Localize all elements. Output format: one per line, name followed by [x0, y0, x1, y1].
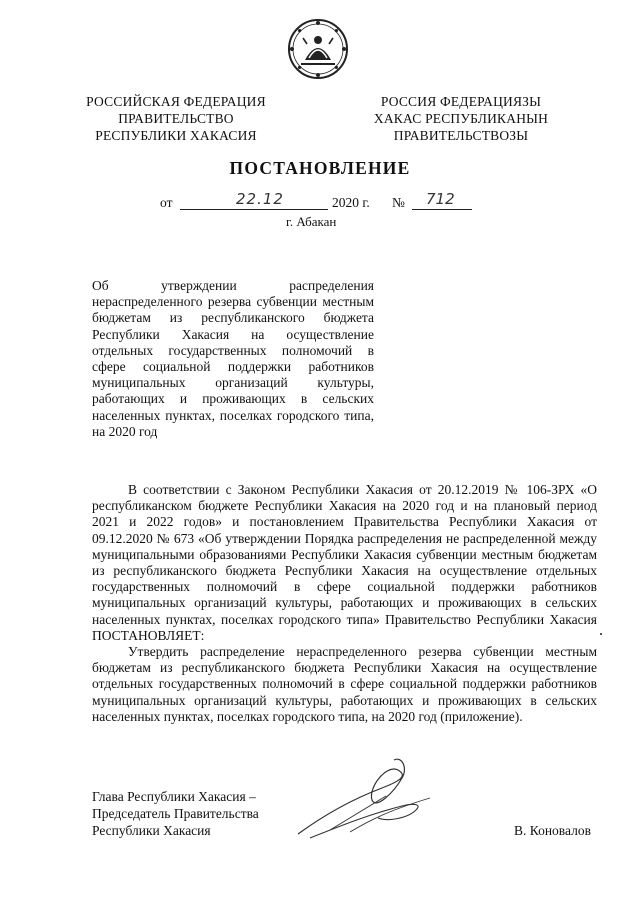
body-paragraph-resolution: Утвердить распределение нераспределенного резерва субвенции местным бюджетам из республиканского бюджета Республики Хакасия на осуществление отдельных государственных полномочий в сфере социальной поддержки работников муниципальных организаций культуры, работающих и проживающих в сельских населенных пунктах, поселках городского типа, на 2020 год (приложение). — [92, 644, 597, 724]
number-value: 712 — [426, 190, 455, 208]
signatory-name: В. Коновалов — [514, 823, 591, 838]
number-underline — [412, 209, 472, 210]
date-underline — [180, 209, 328, 210]
document-title: ПОСТАНОВЛЕНИЕ — [229, 158, 411, 178]
header-right-line: РОССИЯ ФЕДЕРАЦИЯЗЫ — [380, 94, 542, 109]
signatory-position-line: Председатель Правительства — [92, 805, 259, 821]
handwritten-signature-icon — [290, 748, 440, 848]
document-subject: Об утверждении распределения нераспределенного резерва субвенции местным бюджетам из республиканского бюджета Республики Хакасия на осуществление отдельных государственных полномочий в сфере социальной поддержки работников муниципальных организаций культуры, работающих и проживающих в сельских населенных пунктах, поселках городского типа, на 2020 год — [92, 278, 374, 439]
year-label: 2020 г. — [332, 195, 370, 210]
header-left-line: РОССИЙСКАЯ ФЕДЕРАЦИЯ — [86, 94, 266, 109]
signatory-position-line: Республики Хакасия — [92, 822, 211, 838]
city-label: г. Абакан — [286, 214, 337, 229]
document-body — [92, 482, 597, 725]
signatory-position-line: Глава Республики Хакасия – — [92, 789, 256, 804]
number-sign: № — [392, 195, 405, 210]
header-left — [86, 93, 266, 144]
coat-of-arms-icon — [287, 18, 349, 80]
header-right — [366, 93, 556, 144]
margin-dot — [600, 633, 602, 635]
date-number-row — [160, 190, 480, 215]
signatory-position — [92, 789, 259, 839]
header-left-line: РЕСПУБЛИКИ ХАКАСИЯ — [95, 128, 257, 143]
date-value: 22.12 — [236, 190, 284, 208]
header-right-line: ХАКАС РЕСПУБЛИКАНЫН — [373, 111, 549, 126]
header-left-line: ПРАВИТЕЛЬСТВО — [118, 111, 234, 126]
header-right-line: ПРАВИТЕЛЬСТВОЗЫ — [393, 128, 529, 143]
body-paragraph-preamble: В соответствии с Законом Республики Хакасия от 20.12.2019 № 106-ЗРХ «О республиканском бюджете Республики Хакасия на 2020 год и на плановый период 2021 и 2022 годов» и постановлением Правительства Республики Хакасия от 09.12.2020 № 673 «Об утверждении Порядка распределения не распределенной между муниципальными образованиями Республики Хакасия субвенции местным бюджетам из республиканского бюджета Республики Хакасия на осуществление отдельных государственных полномочий в сфере социальной поддержки работников муниципальных организаций культуры, работающих и проживающих в сельских населенных пунктах, поселках городского типа» Правительство Республики Хакасия ПОСТАНОВЛЯЕТ: — [92, 482, 597, 643]
date-prefix-label: от — [160, 195, 173, 210]
